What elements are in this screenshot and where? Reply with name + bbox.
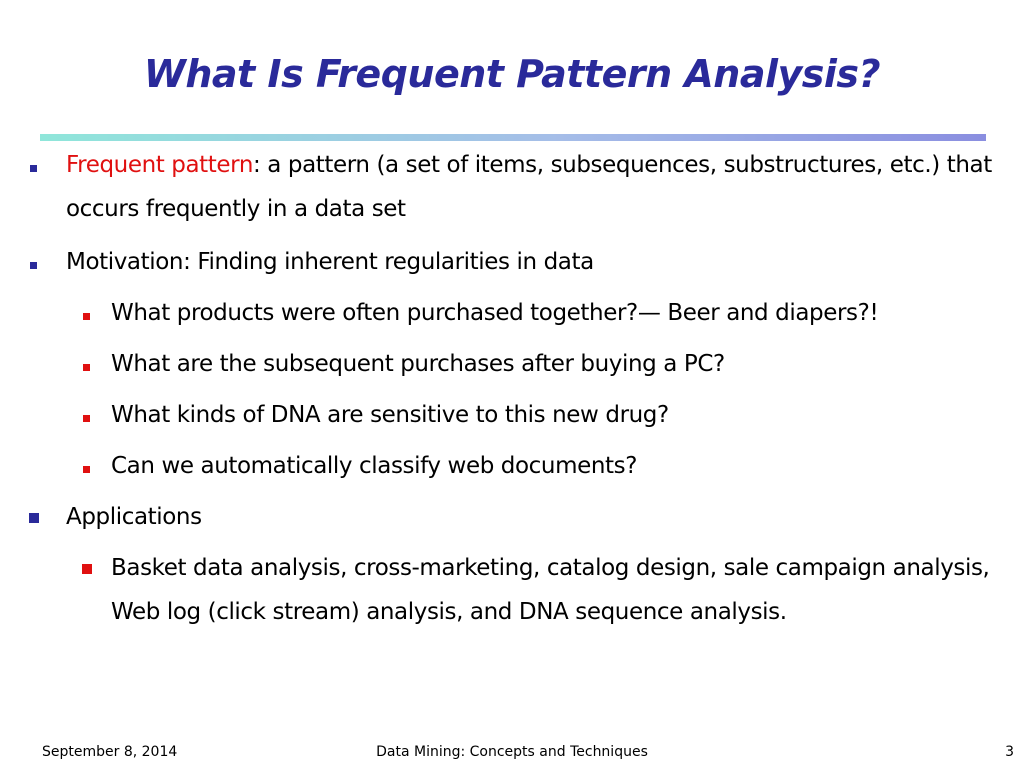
sub-bullet-marker bbox=[83, 415, 90, 422]
title-divider bbox=[40, 134, 986, 141]
sub-bullet-item: What products were often purchased together?— Beer and diapers?! bbox=[111, 300, 879, 326]
sub-bullet-item: Can we automatically classify web documents? bbox=[111, 453, 638, 479]
bullet-frequent-pattern bbox=[66, 143, 996, 231]
bullet-applications: Applications bbox=[66, 504, 202, 530]
slide-title: What Is Frequent Pattern Analysis? bbox=[143, 52, 881, 96]
sub-bullet-marker bbox=[83, 364, 90, 371]
sub-bullet-item: What are the subsequent purchases after buying a PC? bbox=[111, 351, 725, 377]
sub-bullet-marker bbox=[83, 466, 90, 473]
footer-date: September 8, 2014 bbox=[42, 744, 178, 760]
sub-bullet-marker bbox=[82, 564, 92, 574]
bullet-marker bbox=[30, 165, 37, 172]
bullet-marker bbox=[30, 262, 37, 269]
bullet-marker bbox=[29, 513, 39, 523]
bullet-motivation: Motivation: Finding inherent regularities in data bbox=[66, 249, 594, 275]
footer-title: Data Mining: Concepts and Techniques bbox=[376, 744, 648, 760]
sub-bullet-marker bbox=[83, 313, 90, 320]
page-number: 3 bbox=[1005, 744, 1014, 760]
term-frequent-pattern: Frequent pattern bbox=[66, 152, 253, 178]
sub-bullet-item: What kinds of DNA are sensitive to this new drug? bbox=[111, 402, 669, 428]
bullet-text: : a pattern (a set of items, subsequences, substructures, etc.) that occurs frequently in a data set bbox=[66, 152, 992, 222]
sub-bullet-item: Basket data analysis, cross-marketing, catalog design, sale campaign analysis, Web log (click stream) analysis, and DNA sequence analysis. bbox=[111, 555, 990, 625]
